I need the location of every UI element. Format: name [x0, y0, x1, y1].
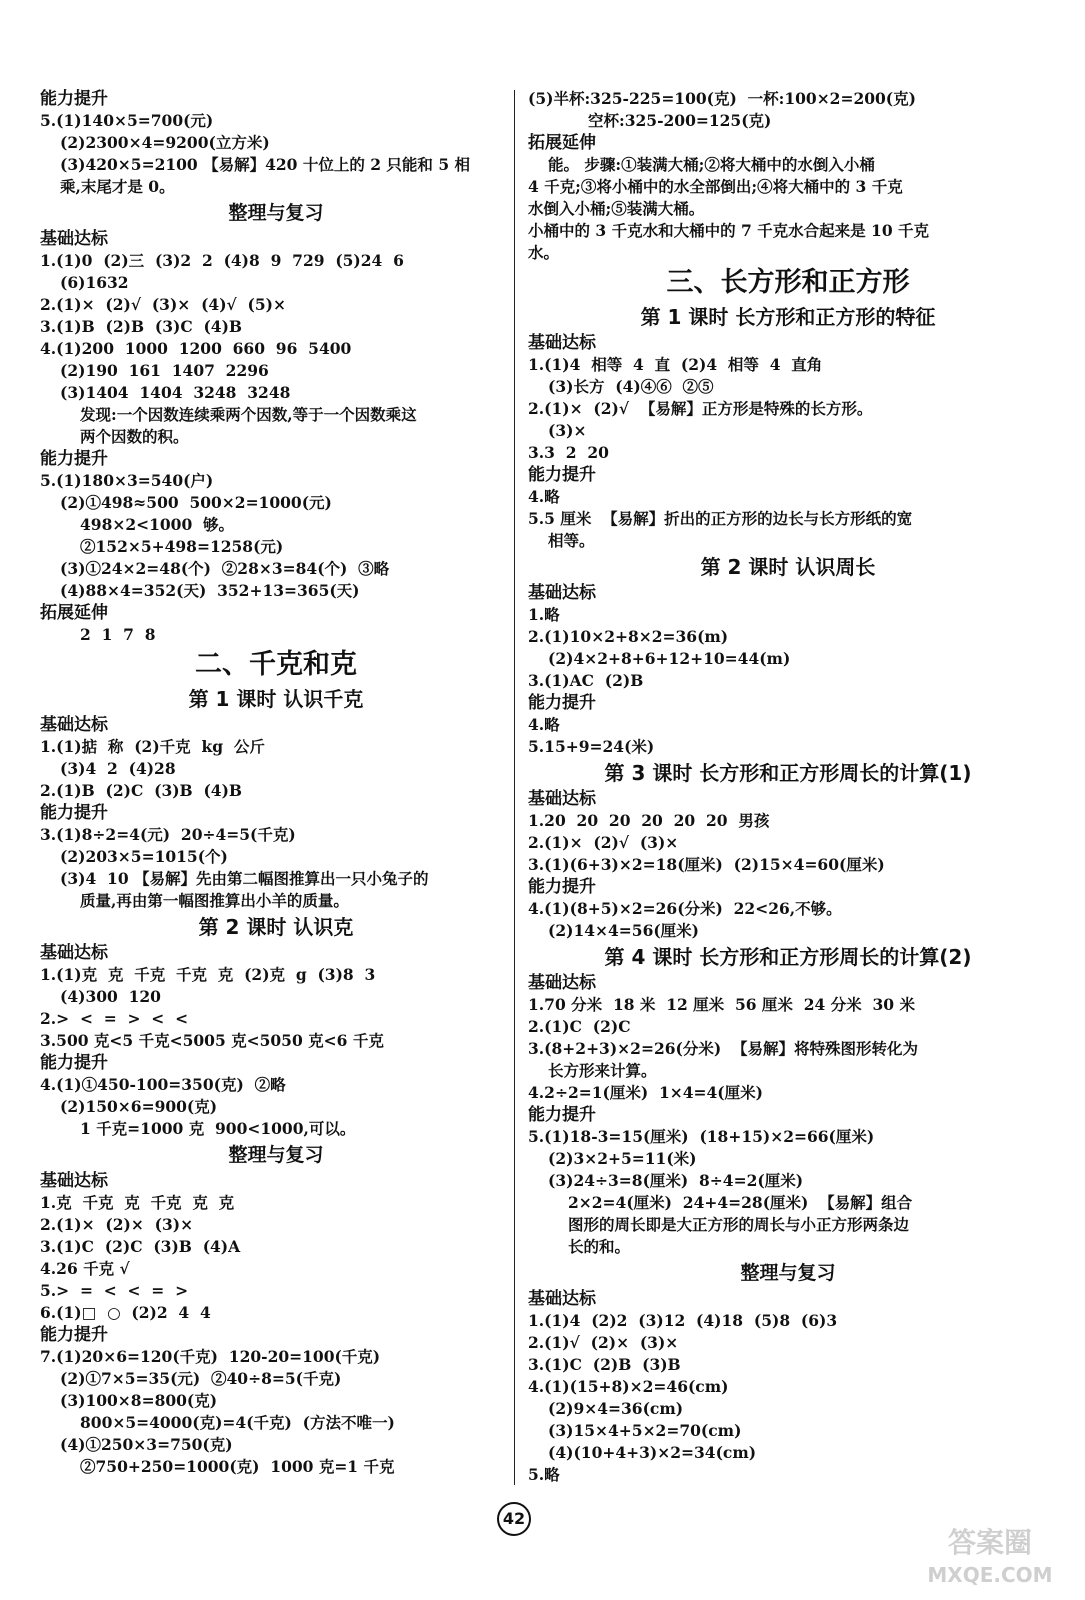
section-heading: 基础达标	[40, 943, 108, 963]
answer-line: 水。	[528, 243, 560, 262]
answer-line: 5.(1)180×3=540(户)	[40, 471, 214, 490]
section-heading: 拓展延伸	[528, 133, 596, 153]
section-heading: 能力提升	[40, 89, 108, 109]
answer-line: (5)半杯:325-225=100(克) 一杯:100×2=200(克)	[528, 89, 916, 108]
answer-line: 4.(1)①450-100=350(克) ②略	[40, 1075, 286, 1094]
section-heading: 基础达标	[528, 789, 596, 809]
section-heading: 能力提升	[528, 1105, 596, 1125]
answer-line: 2.(1)× (2)√ (3)× (4)√ (5)×	[40, 295, 286, 314]
answer-line: 4.26 千克 √	[40, 1259, 130, 1278]
answer-line: 1.(1)掂 称 (2)千克 kg 公斤	[40, 737, 265, 756]
answer-line: 水倒入小桶;⑤装满大桶。	[528, 199, 705, 218]
section-heading: 基础达标	[528, 973, 596, 993]
answer-line: 1.略	[528, 605, 560, 624]
answer-line: (4)88×4=352(天) 352+13=365(天)	[60, 581, 360, 600]
watermark-top: 答案圈	[947, 1526, 1033, 1559]
answer-line: 1.克 千克 克 千克 克 克	[40, 1193, 235, 1212]
lesson-title: 第 1 课时 长方形和正方形的特征	[640, 305, 936, 329]
answer-line: 长的和。	[568, 1237, 631, 1256]
answer-line: (2)4×2+8+6+12+10=44(m)	[548, 649, 791, 668]
answer-line: 3.3 2 20	[528, 443, 609, 462]
section-heading: 能力提升	[40, 1325, 108, 1345]
section-heading: 基础达标	[40, 229, 108, 249]
watermark-bottom: MXQE.COM	[927, 1563, 1053, 1587]
answer-line: 小桶中的 3 千克水和大桶中的 7 千克水合起来是 10 千克	[528, 221, 930, 240]
answer-line: (2)150×6=900(克)	[60, 1097, 218, 1116]
answer-line: (2)14×4=56(厘米)	[548, 921, 700, 940]
answer-line: 相等。	[548, 531, 595, 550]
review-title: 整理与复习	[228, 202, 324, 224]
answer-line: ②750+250=1000(克) 1000 克=1 千克	[80, 1457, 395, 1476]
left-column	[40, 88, 512, 1478]
answer-line: 7.(1)20×6=120(千克) 120-20=100(千克)	[40, 1347, 381, 1366]
answer-line: 2.(1)× (2)√ (3)×	[528, 833, 679, 852]
answer-line: 1.20 20 20 20 20 20 男孩	[528, 811, 770, 830]
answer-line: 5.(1)18-3=15(厘米) (18+15)×2=66(厘米)	[528, 1127, 875, 1146]
lesson-title: 第 2 课时 认识周长	[700, 555, 876, 579]
answer-line: 4.略	[528, 487, 560, 506]
answer-line: 5.5 厘米 【易解】折出的正方形的边长与长方形纸的宽	[528, 509, 913, 528]
answer-line: 498×2<1000 够。	[80, 515, 235, 534]
answer-line: (2)190 161 1407 2296	[60, 361, 269, 380]
answer-line: 1 千克=1000 克 900<1000,可以。	[80, 1119, 356, 1138]
answer-line: 4.(1)200 1000 1200 660 96 5400	[40, 339, 352, 358]
answer-line: (2)①498≈500 500×2=1000(元)	[60, 493, 332, 512]
lesson-title: 第 1 课时 认识千克	[188, 687, 364, 711]
answer-line: (2)203×5=1015(个)	[60, 847, 228, 866]
answer-line: (2)2300×4=9200(立方米)	[60, 133, 270, 152]
answer-line: 能。 步骤:①装满大桶;②将大桶中的水倒入小桶	[548, 155, 875, 174]
answer-line: (3)4 2 (4)28	[60, 759, 176, 778]
answer-line: 2.(1)10×2+8×2=36(m)	[528, 627, 729, 646]
answer-line: 3.(8+2+3)×2=26(分米) 【易解】将特殊图形转化为	[528, 1039, 918, 1058]
answer-line: (3)24÷3=8(厘米) 8÷4=2(厘米)	[548, 1171, 804, 1190]
section-heading: 基础达标	[528, 583, 596, 603]
answer-line: 3.(1)(6+3)×2=18(厘米) (2)15×4=60(厘米)	[528, 855, 885, 874]
section-heading: 基础达标	[40, 715, 108, 735]
answer-line: 长方形来计算。	[548, 1061, 657, 1080]
column-divider	[514, 90, 515, 1485]
answer-line: (3)1404 1404 3248 3248	[60, 383, 291, 402]
answer-line: 4 千克;③将小桶中的水全部倒出;④将大桶中的 3 千克	[528, 177, 903, 196]
answer-line: (2)9×4=36(cm)	[548, 1399, 684, 1418]
answer-line: 2.(1)× (2)√ 【易解】正方形是特殊的长方形。	[528, 399, 873, 418]
review-title: 整理与复习	[228, 1144, 324, 1166]
answer-line: 3.(1)AC (2)B	[528, 671, 644, 690]
answer-line: 800×5=4000(克)=4(千克) (方法不唯一)	[80, 1413, 395, 1432]
answer-line: (3)×	[548, 421, 587, 440]
lesson-title: 第 2 课时 认识克	[198, 915, 354, 939]
answer-line: 2.(1)B (2)C (3)B (4)B	[40, 781, 243, 800]
unit-title: 三、长方形和正方形	[666, 267, 910, 298]
answer-line: 3.(1)8÷2=4(元) 20÷4=5(千克)	[40, 825, 296, 844]
answer-line: 发现:一个因数连续乘两个因数,等于一个因数乘这	[80, 405, 417, 424]
section-heading: 拓展延伸	[40, 603, 108, 623]
answer-line: 1.(1)克 克 千克 千克 克 (2)克 g (3)8 3	[40, 965, 376, 984]
answer-line: 3.(1)B (2)B (3)C (4)B	[40, 317, 243, 336]
lesson-title: 第 3 课时 长方形和正方形周长的计算(1)	[604, 761, 972, 785]
answer-line: (2)3×2+5=11(米)	[548, 1149, 697, 1168]
answer-line: (3)15×4+5×2=70(cm)	[548, 1421, 742, 1440]
answer-line: (3)长方 (4)④⑥ ②⑤	[548, 377, 714, 396]
review-title: 整理与复习	[740, 1262, 836, 1284]
section-heading: 能力提升	[40, 449, 108, 469]
section-heading: 能力提升	[40, 803, 108, 823]
answer-line: 1.70 分米 18 米 12 厘米 56 厘米 24 分米 30 米	[528, 995, 915, 1014]
answer-line: (3)420×5=2100 【易解】420 十位上的 2 只能和 5 相	[60, 155, 471, 174]
answer-line: 4.2÷2=1(厘米) 1×4=4(厘米)	[528, 1083, 763, 1102]
section-heading: 基础达标	[528, 333, 596, 353]
lesson-title: 第 4 课时 长方形和正方形周长的计算(2)	[604, 945, 972, 969]
answer-line: 4.(1)(15+8)×2=46(cm)	[528, 1377, 729, 1396]
answer-line: 2×2=4(厘米) 24+4=28(厘米) 【易解】组合	[568, 1193, 913, 1212]
answer-line: (4)(10+4+3)×2=34(cm)	[548, 1443, 757, 1462]
answer-line: (2)①7×5=35(元) ②40÷8=5(千克)	[60, 1369, 342, 1388]
section-heading: 能力提升	[528, 465, 596, 485]
answer-line: 1.(1)4 相等 4 直 (2)4 相等 4 直角	[528, 355, 823, 374]
answer-line: 2 1 7 8	[80, 625, 156, 644]
answer-line: 质量,再由第一幅图推算出小羊的质量。	[80, 891, 349, 910]
answer-line: 6.(1)□ ○ (2)2 4 4	[40, 1303, 211, 1322]
page-number: 42	[497, 1502, 531, 1536]
answer-line: (3)100×8=800(克)	[60, 1391, 218, 1410]
answer-line: 5.> = < < = >	[40, 1281, 189, 1300]
section-heading: 基础达标	[528, 1289, 596, 1309]
answer-line: 2.(1)× (2)× (3)×	[40, 1215, 194, 1234]
answer-line: (4)300 120	[60, 987, 161, 1006]
answer-line: ②152×5+498=1258(元)	[80, 537, 284, 556]
section-heading: 能力提升	[528, 877, 596, 897]
answer-line: 1.(1)0 (2)三 (3)2 2 (4)8 9 729 (5)24 6	[40, 251, 404, 270]
answer-line: 4.略	[528, 715, 560, 734]
answer-line: 5.(1)140×5=700(元)	[40, 111, 214, 130]
answer-line: 2.> < = > < <	[40, 1009, 189, 1028]
answer-line: 3.(1)C (2)B (3)B	[528, 1355, 681, 1374]
answer-line: 1.(1)4 (2)2 (3)12 (4)18 (5)8 (6)3	[528, 1311, 838, 1330]
answer-line: 空杯:325-200=125(克)	[588, 111, 772, 130]
section-heading: 能力提升	[528, 693, 596, 713]
answer-line: (4)①250×3=750(克)	[60, 1435, 233, 1454]
right-column	[528, 88, 1048, 1486]
answer-line: 3.(1)C (2)C (3)B (4)A	[40, 1237, 241, 1256]
answer-line: 两个因数的积。	[80, 427, 189, 446]
unit-title: 二、千克和克	[195, 649, 357, 680]
answer-line: 乘,末尾才是 0。	[60, 177, 175, 196]
answer-line: 图形的周长即是大正方形的周长与小正方形两条边	[568, 1215, 910, 1234]
answer-line: 2.(1)√ (2)× (3)×	[528, 1333, 679, 1352]
answer-line: 2.(1)C (2)C	[528, 1017, 631, 1036]
answer-line: 5.略	[528, 1465, 560, 1484]
watermark-logo	[915, 1520, 1065, 1590]
section-heading: 能力提升	[40, 1053, 108, 1073]
answer-line: 5.15+9=24(米)	[528, 737, 655, 756]
answer-line: 3.500 克<5 千克<5005 克<5050 克<6 千克	[40, 1031, 384, 1050]
answer-line: (6)1632	[60, 273, 129, 292]
answer-line: (3)①24×2=48(个) ②28×3=84(个) ③略	[60, 559, 390, 578]
answer-line: 4.(1)(8+5)×2=26(分米) 22<26,不够。	[528, 899, 842, 918]
section-heading: 基础达标	[40, 1171, 108, 1191]
answer-line: (3)4 10 【易解】先由第二幅图推算出一只小兔子的	[60, 869, 429, 888]
